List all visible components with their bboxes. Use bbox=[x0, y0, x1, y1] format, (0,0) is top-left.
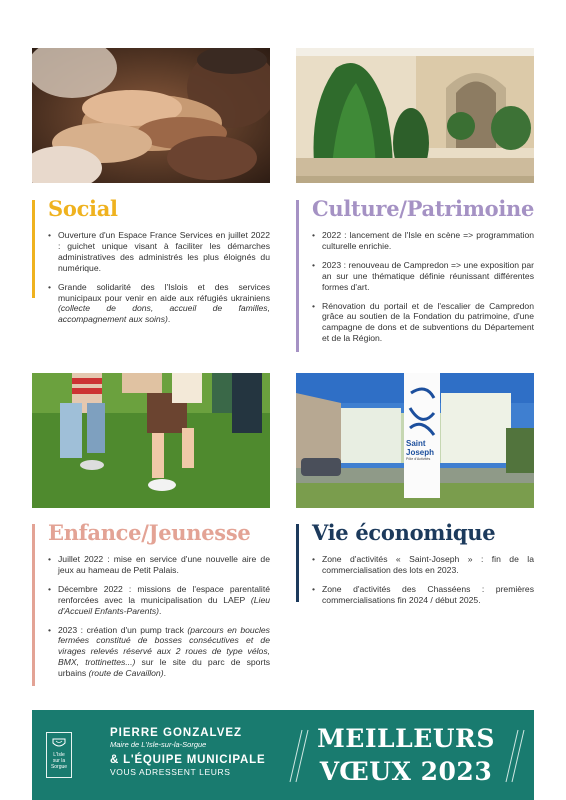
sign-line-3: Pôle d'Activités bbox=[406, 457, 431, 461]
list-item: • 2023 : renouveau de Campredon => une exposition par an sur une thématique définie réunissant différentes formes d'art. bbox=[312, 260, 534, 293]
section-economie bbox=[296, 520, 534, 606]
greeting-text bbox=[316, 722, 496, 788]
economie-photo bbox=[296, 373, 534, 508]
list-item: • Ouverture d'un Espace France Services en juillet 2022 : guichet unique visant à faciliter les démarches administratives des administrés les plus éloignés du numérique. bbox=[48, 230, 270, 274]
section-enfance bbox=[32, 520, 270, 690]
enfance-accent-bar bbox=[32, 524, 35, 686]
logo-line-3: Sorgue bbox=[50, 764, 68, 770]
town-logo bbox=[46, 732, 72, 778]
footer-banner bbox=[32, 710, 534, 800]
list-item: • Rénovation du portail et de l'escalier de Campredon grâce au soutien de la Fondation du patrimoine, d'une campagne de dons et de subventions du Département et de la Région. bbox=[312, 301, 534, 345]
enfance-list bbox=[48, 554, 270, 679]
section-social bbox=[32, 196, 270, 325]
culture-accent-bar bbox=[296, 200, 299, 352]
stone-portal-garden-photo bbox=[296, 48, 534, 183]
section-culture bbox=[296, 196, 534, 356]
section-title-enfance: Enfance/Jeunesse bbox=[48, 520, 251, 545]
team-label: & L'ÉQUIPE MUNICIPALE bbox=[110, 754, 266, 766]
greeting-line-2: VŒUX 2023 bbox=[319, 757, 493, 786]
social-photo bbox=[32, 48, 270, 183]
economie-accent-bar bbox=[296, 524, 299, 602]
section-title-economie: Vie économique bbox=[312, 520, 496, 545]
left-slash-decoration bbox=[288, 728, 310, 784]
social-list bbox=[48, 230, 270, 325]
children-running-grass-photo bbox=[32, 373, 270, 508]
town-crest-icon bbox=[52, 738, 66, 748]
logo-line-1: L'Isle bbox=[53, 752, 65, 758]
culture-photo bbox=[296, 48, 534, 183]
sign-label bbox=[406, 439, 440, 462]
list-item: • Grande solidarité des l'Islois et des services municipaux pour venir en aide aux réfugiés ukrainiens (collecte de dons, accueil de familles, accompagnement aux soins). bbox=[48, 282, 270, 326]
section-title-social: Social bbox=[48, 196, 118, 221]
mayor-role: Maire de L'Isle-sur-la-Sorgue bbox=[110, 740, 207, 749]
list-item: • 2023 : création d'un pump track (parcours en boucles fermées constitué de bosses consécutives et de virages relevés réservé aux 2 roues de type vélos, BMX, trottinettes...) sur le site du parc de sports urbains (route de Cavaillon). bbox=[48, 625, 270, 680]
mayor-name: PIERRE GONZALVEZ bbox=[110, 727, 243, 739]
culture-list bbox=[312, 230, 534, 344]
sign-line-1: Saint bbox=[406, 439, 426, 448]
signature-block bbox=[110, 727, 310, 777]
section-title-culture: Culture/Patrimoine bbox=[312, 196, 535, 221]
send-label: VOUS ADRESSENT LEURS bbox=[110, 767, 231, 777]
list-item: • 2022 : lancement de l'Isle en scène => programmation culturelle enrichie. bbox=[312, 230, 534, 252]
right-slash-decoration bbox=[504, 728, 526, 784]
list-item: • Décembre 2022 : missions de l'espace parentalité renforcées avec la municipalisation du LAEP (Lieu d'Accueil Enfants-Parents). bbox=[48, 584, 270, 617]
hands-together-photo bbox=[32, 48, 270, 183]
list-item: • Zone d'activités des Chasséens : premières commercialisations fin 2024 / début 2025. bbox=[312, 584, 534, 606]
logo-line-2: sur la bbox=[52, 758, 66, 764]
list-item: • Zone d'activités « Saint-Joseph » : fin de la commercialisation des lots en 2023. bbox=[312, 554, 534, 576]
sign-line-2: Joseph bbox=[406, 448, 435, 457]
economie-list bbox=[312, 554, 534, 606]
enfance-photo bbox=[32, 373, 270, 508]
social-accent-bar bbox=[32, 200, 35, 298]
list-item: • Juillet 2022 : mise en service d'une nouvelle aire de jeux au hameau de Petit Palais. bbox=[48, 554, 270, 576]
greeting-line-1: MEILLEURS bbox=[317, 724, 495, 753]
